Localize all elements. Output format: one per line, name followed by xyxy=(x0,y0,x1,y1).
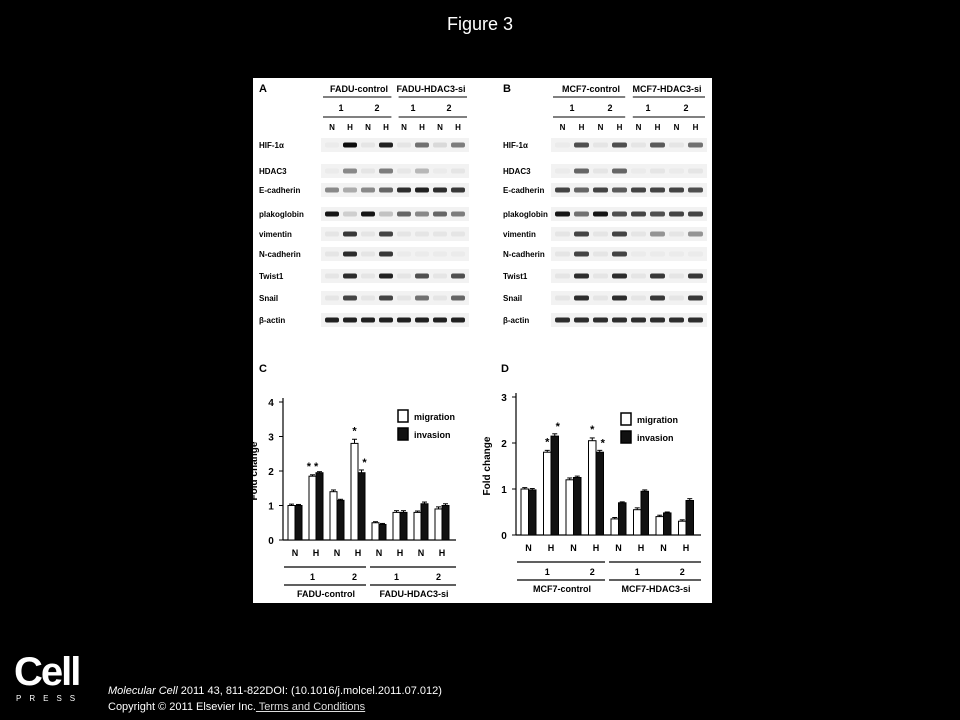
blot-a-band xyxy=(361,252,375,257)
blot-b-band xyxy=(631,296,646,301)
blot-b-lane-label: H xyxy=(578,123,585,132)
blot-a-lane-label: H xyxy=(347,123,353,132)
blot-b-band xyxy=(574,232,589,237)
blot-a-row-label: Snail xyxy=(259,294,279,303)
chart-c-x-tick-label: N xyxy=(375,548,383,558)
blot-a-band xyxy=(343,188,357,193)
blot-b-row-label: HIF-1α xyxy=(503,141,528,150)
blot-a-band xyxy=(451,169,465,174)
blot-b-band xyxy=(593,232,608,237)
figure-panel xyxy=(249,78,712,603)
chart-d-bar-migration xyxy=(611,519,619,535)
blot-b-row-label: N-cadherin xyxy=(503,250,545,259)
blot-b-band xyxy=(650,143,665,148)
chart-c-replicate-label: 1 xyxy=(393,572,400,582)
blot-b-replicate-label: 1 xyxy=(645,103,651,113)
blot-a-band xyxy=(415,212,429,217)
chart-d-legend-invasion: invasion xyxy=(637,433,674,443)
blot-a-lane-label: N xyxy=(329,123,335,132)
chart-d-bar-migration xyxy=(656,517,664,535)
blot-a-band xyxy=(397,143,411,148)
chart-c-bar-invasion xyxy=(337,500,344,540)
blot-b-group-right: MCF7-HDAC3-si xyxy=(632,84,702,94)
blot-a-band xyxy=(397,232,411,237)
chart-c-bar-migration xyxy=(393,512,400,540)
chart-d-sig-invasion: * xyxy=(600,437,605,450)
blot-a-band xyxy=(379,188,393,193)
chart-d-bar-migration xyxy=(544,452,552,535)
chart-d-panel-label: D xyxy=(501,363,509,375)
chart-d-replicate-label: 2 xyxy=(679,567,685,577)
blot-a-row-label: HIF-1α xyxy=(259,141,284,150)
chart-c-panel-label: C xyxy=(259,363,267,375)
chart-d-x-tick-label: H xyxy=(637,543,645,553)
chart-d-y-label: Fold change xyxy=(482,436,493,496)
blot-a-panel-label: A xyxy=(259,83,267,95)
chart-c-sig-invasion: * xyxy=(362,456,367,469)
blot-b-band xyxy=(688,318,703,323)
blot-a-replicate-label: 1 xyxy=(410,103,416,113)
blot-b-row-label: vimentin xyxy=(503,230,536,239)
blot-a-band xyxy=(415,143,429,148)
blot-a-band xyxy=(343,274,357,279)
chart-d-bar-migration xyxy=(634,510,642,535)
blot-b-band xyxy=(574,252,589,257)
chart-c-sig-migration: * * xyxy=(306,460,319,473)
blot-b-band xyxy=(650,252,665,257)
chart-d-replicate-label: 1 xyxy=(634,567,640,577)
terms-link[interactable]: Terms and Conditions xyxy=(255,701,366,713)
blot-b-band xyxy=(612,252,627,257)
blot-b-band xyxy=(650,232,665,237)
blot-b-band xyxy=(669,188,684,193)
blot-a-band xyxy=(361,169,375,174)
chart-d-legend-swatch-invasion xyxy=(621,431,631,443)
blot-a-lane-label: N xyxy=(365,123,371,132)
blot-a-band xyxy=(415,252,429,257)
chart-c-bar-invasion xyxy=(316,473,323,540)
blot-a-row-label: Twist1 xyxy=(259,272,284,281)
blot-a-band xyxy=(451,252,465,257)
blot-b-band xyxy=(688,232,703,237)
blot-a-band xyxy=(325,296,339,301)
blot-a-band xyxy=(325,143,339,148)
blot-b-band xyxy=(574,143,589,148)
chart-c-sig-migration: * xyxy=(352,425,357,438)
figure-svg xyxy=(249,78,712,603)
citation-details: 2011 43, 811-822DOI: (10.1016/j.molcel.2011.07.012) xyxy=(177,685,442,697)
blot-b-band xyxy=(555,143,570,148)
blot-a-lane-label: N xyxy=(401,123,407,132)
blot-b-band xyxy=(669,169,684,174)
blot-b-band xyxy=(555,252,570,257)
blot-a-lane-label: H xyxy=(383,123,389,132)
chart-d-x-tick-label: H xyxy=(592,543,600,553)
blot-a-group-left: FADU-control xyxy=(330,84,388,94)
blot-b-lane-label: H xyxy=(616,123,623,132)
chart-c-replicate-label: 2 xyxy=(435,572,442,582)
blot-a-band xyxy=(325,188,339,193)
chart-d-sig-migration: * xyxy=(590,423,595,436)
blot-a-band xyxy=(325,232,339,237)
blot-a-band xyxy=(415,296,429,301)
blot-a-row-label: plakoglobin xyxy=(259,210,304,219)
blot-a-band xyxy=(361,143,375,148)
blot-b-band xyxy=(593,169,608,174)
blot-a-band xyxy=(361,188,375,193)
blot-b-row-label: E-cadherin xyxy=(503,186,545,195)
blot-b-band xyxy=(574,318,589,323)
blot-b-band xyxy=(574,188,589,193)
chart-c-y-label: Fold change xyxy=(249,441,260,501)
blot-a-band xyxy=(361,296,375,301)
blot-b-row-label: Twist1 xyxy=(503,272,528,281)
blot-b-band xyxy=(631,188,646,193)
chart-d-x-tick-label: N xyxy=(525,543,532,553)
blot-b-band xyxy=(574,274,589,279)
blot-a-row-label: HDAC3 xyxy=(259,167,287,176)
blot-b-band xyxy=(669,143,684,148)
blot-b-band xyxy=(631,143,646,148)
blot-a-band xyxy=(397,212,411,217)
blot-b-row-label: plakoglobin xyxy=(503,210,548,219)
chart-c-bar-invasion xyxy=(442,506,449,541)
blot-a-band xyxy=(415,274,429,279)
logo-main-text: Cell xyxy=(14,650,80,694)
blot-b-band xyxy=(688,212,703,217)
blot-b-band xyxy=(669,232,684,237)
cell-press-logo xyxy=(14,650,84,708)
blot-b-band xyxy=(650,296,665,301)
chart-c-y-tick-label: 1 xyxy=(268,501,274,513)
blot-b-band xyxy=(612,169,627,174)
blot-b-band xyxy=(669,252,684,257)
blot-b-band xyxy=(688,252,703,257)
blot-b-band xyxy=(612,212,627,217)
chart-c-y-tick-label: 2 xyxy=(268,467,274,478)
blot-b-band xyxy=(574,212,589,217)
blot-a-band xyxy=(397,274,411,279)
chart-d-y-tick-label: 3 xyxy=(501,393,507,404)
chart-c-bar-migration xyxy=(372,523,379,540)
figure-title: Figure 3 xyxy=(446,14,514,34)
blot-b-band xyxy=(612,274,627,279)
chart-d-sig-invasion: * xyxy=(555,420,560,433)
chart-d-replicate-label: 1 xyxy=(544,567,550,577)
chart-c-x-tick-label: H xyxy=(438,548,446,558)
blot-b-band xyxy=(593,252,608,257)
blot-a-band xyxy=(415,188,429,193)
chart-c-bar-migration xyxy=(330,492,337,540)
chart-d-bar-invasion xyxy=(551,436,559,535)
blot-b-band xyxy=(593,296,608,301)
chart-d-bar-invasion xyxy=(641,491,649,535)
blot-b-lane-label: H xyxy=(654,123,661,132)
blot-a-band xyxy=(343,212,357,217)
blot-a-band xyxy=(451,212,465,217)
chart-d-legend-migration: migration xyxy=(637,415,679,425)
blot-b-band xyxy=(555,188,570,193)
chart-d-bar-invasion xyxy=(529,490,537,535)
blot-a-band xyxy=(325,212,339,217)
blot-a-band xyxy=(415,232,429,237)
blot-b-group-left: MCF7-control xyxy=(562,84,620,94)
blot-b-row-label: β-actin xyxy=(503,316,530,325)
blot-b-band xyxy=(669,212,684,217)
citation xyxy=(108,685,442,697)
chart-c-bar-migration xyxy=(309,476,316,540)
blot-a-band xyxy=(397,252,411,257)
chart-d-x-tick-label: N xyxy=(615,543,622,553)
blot-b-band xyxy=(688,296,703,301)
blot-b-band xyxy=(650,318,665,323)
blot-a-band xyxy=(325,169,339,174)
blot-b-band xyxy=(669,318,684,323)
blot-a-replicate-label: 1 xyxy=(338,103,344,113)
blot-a-lane-label: N xyxy=(437,123,443,132)
blot-a-band xyxy=(433,143,447,148)
blot-a-band xyxy=(397,188,411,193)
chart-c-bar-migration xyxy=(288,506,295,541)
blot-b-replicate-label: 2 xyxy=(683,103,689,113)
chart-c-x-tick-label: H xyxy=(396,548,404,558)
chart-c-x-tick-label: H xyxy=(354,548,362,558)
chart-c-x-tick-label: N xyxy=(333,548,341,558)
blot-a-band xyxy=(451,274,465,279)
blot-b-band xyxy=(593,188,608,193)
blot-b-band xyxy=(612,232,627,237)
chart-c-bar-invasion xyxy=(421,504,428,540)
blot-b-band xyxy=(612,188,627,193)
chart-c-bar-invasion xyxy=(400,512,407,540)
chart-c-bar-migration xyxy=(414,512,421,540)
blot-a-row-label: N-cadherin xyxy=(259,250,301,259)
blot-a-band xyxy=(451,296,465,301)
chart-c-bar-invasion xyxy=(295,506,302,541)
blot-a-band xyxy=(379,296,393,301)
blot-a-band xyxy=(415,318,429,323)
blot-a-band xyxy=(451,232,465,237)
chart-c-legend-swatch-invasion xyxy=(398,428,408,440)
blot-a-lane-label: H xyxy=(455,123,461,132)
chart-c-y-tick-label: 4 xyxy=(268,398,274,409)
blot-b-band xyxy=(669,296,684,301)
journal-name: Molecular Cell xyxy=(108,685,178,697)
blot-b-band xyxy=(688,169,703,174)
blot-b-band xyxy=(574,169,589,174)
blot-b-lane-label: N xyxy=(559,123,566,132)
blot-b-band xyxy=(631,169,646,174)
blot-b-band xyxy=(574,296,589,301)
blot-b-band xyxy=(688,188,703,193)
chart-d-group-label-right: MCF7-HDAC3-si xyxy=(621,584,691,594)
chart-d-bar-migration xyxy=(521,489,529,535)
chart-c-x-tick-label: N xyxy=(417,548,425,558)
blot-a-band xyxy=(379,212,393,217)
blot-a-band xyxy=(325,274,339,279)
blot-b-lane-label: N xyxy=(597,123,604,132)
chart-c-group-label-right: FADU-HDAC3-si xyxy=(379,589,449,599)
blot-b-band xyxy=(555,169,570,174)
blot-a-replicate-label: 2 xyxy=(374,103,380,113)
chart-d-bar-invasion xyxy=(596,452,604,535)
chart-d-replicate-label: 2 xyxy=(589,567,595,577)
blot-a-band xyxy=(379,252,393,257)
blot-b-band xyxy=(669,274,684,279)
blot-a-band xyxy=(325,252,339,257)
logo-sub-text: PRESS xyxy=(16,694,84,703)
blot-a-band xyxy=(433,188,447,193)
chart-d-bar-invasion xyxy=(686,501,694,536)
blot-a-band xyxy=(433,274,447,279)
chart-c-bar-migration xyxy=(351,443,358,540)
blot-a-band xyxy=(343,232,357,237)
blot-a-band xyxy=(379,169,393,174)
blot-b-row-label: HDAC3 xyxy=(503,167,531,176)
blot-b-band xyxy=(688,274,703,279)
blot-b-band xyxy=(612,296,627,301)
chart-d-bar-invasion xyxy=(664,513,672,535)
chart-c-bar-migration xyxy=(435,509,442,540)
chart-d-bar-migration xyxy=(589,441,597,535)
blot-a-band xyxy=(361,318,375,323)
chart-c-x-tick-label: H xyxy=(312,548,320,558)
chart-c-group-label-left: FADU-control xyxy=(297,589,355,599)
chart-d-y-tick-label: 2 xyxy=(501,439,507,450)
chart-d-group-label-left: MCF7-control xyxy=(533,584,591,594)
blot-a-band xyxy=(343,252,357,257)
blot-b-band xyxy=(593,274,608,279)
blot-b-band xyxy=(650,212,665,217)
chart-c-legend-swatch-migration xyxy=(398,410,408,422)
blot-a-band xyxy=(397,318,411,323)
blot-a-band xyxy=(451,188,465,193)
blot-b-band xyxy=(631,212,646,217)
blot-a-band xyxy=(433,169,447,174)
blot-b-band xyxy=(650,188,665,193)
chart-d-x-tick-label: H xyxy=(547,543,555,553)
blot-a-band xyxy=(379,232,393,237)
blot-b-band xyxy=(631,252,646,257)
blot-b-band xyxy=(555,232,570,237)
chart-d-bar-migration xyxy=(566,480,574,535)
blot-b-replicate-label: 1 xyxy=(569,103,575,113)
blot-a-band xyxy=(397,296,411,301)
blot-a-band xyxy=(361,274,375,279)
blot-b-panel-label: B xyxy=(503,83,511,95)
blot-a-row-label: β-actin xyxy=(259,316,286,325)
blot-a-row-label: vimentin xyxy=(259,230,292,239)
chart-d-bar-invasion xyxy=(574,478,582,536)
blot-b-row-label: Snail xyxy=(503,294,523,303)
blot-b-band xyxy=(555,296,570,301)
chart-d-legend-swatch-migration xyxy=(621,413,631,425)
chart-d-y-tick-label: 0 xyxy=(501,531,507,542)
chart-d-x-tick-label: N xyxy=(660,543,667,553)
blot-a-row-label: E-cadherin xyxy=(259,186,301,195)
blot-a-band xyxy=(343,169,357,174)
copyright-text: Copyright © 2011 Elsevier Inc. xyxy=(108,701,256,713)
blot-b-lane-label: N xyxy=(635,123,642,132)
blot-b-band xyxy=(555,318,570,323)
blot-b-band xyxy=(593,318,608,323)
blot-a-band xyxy=(451,318,465,323)
chart-d-bar-invasion xyxy=(619,503,627,535)
blot-b-band xyxy=(631,274,646,279)
blot-a-band xyxy=(433,232,447,237)
chart-c-legend-migration: migration xyxy=(414,412,456,422)
blot-a-band xyxy=(451,143,465,148)
blot-b-band xyxy=(650,169,665,174)
chart-c-y-tick-label: 0 xyxy=(268,536,274,547)
blot-b-replicate-label: 2 xyxy=(607,103,613,113)
blot-a-band xyxy=(379,143,393,148)
chart-c-bar-invasion xyxy=(379,524,386,540)
blot-a-replicate-label: 2 xyxy=(446,103,452,113)
blot-a-band xyxy=(379,318,393,323)
chart-d-y-tick-label: 1 xyxy=(501,485,507,496)
chart-c-y-tick-label: 3 xyxy=(268,432,274,444)
blot-b-band xyxy=(631,318,646,323)
chart-d-x-tick-label: N xyxy=(570,543,577,553)
chart-d-bar-migration xyxy=(679,521,687,535)
blot-b-band xyxy=(555,274,570,279)
blot-a-band xyxy=(361,212,375,217)
blot-a-band xyxy=(379,274,393,279)
blot-a-band xyxy=(325,318,339,323)
blot-b-band xyxy=(555,212,570,217)
blot-b-band xyxy=(612,143,627,148)
chart-c-bar-invasion xyxy=(358,473,365,540)
blot-b-band xyxy=(650,274,665,279)
blot-a-band xyxy=(343,318,357,323)
blot-a-band xyxy=(397,169,411,174)
blot-a-group-right: FADU-HDAC3-si xyxy=(396,84,466,94)
blot-b-band xyxy=(593,143,608,148)
blot-b-band xyxy=(612,318,627,323)
blot-a-band xyxy=(415,169,429,174)
blot-a-band xyxy=(343,143,357,148)
chart-d-sig-migration: * xyxy=(545,436,550,449)
chart-d-x-tick-label: H xyxy=(682,543,690,553)
chart-c-replicate-label: 1 xyxy=(309,572,316,582)
chart-c-replicate-label: 2 xyxy=(351,572,358,582)
chart-c-legend-invasion: invasion xyxy=(414,430,451,440)
chart-c-x-tick-label: N xyxy=(291,548,299,558)
blot-a-lane-label: H xyxy=(419,123,425,132)
copyright xyxy=(108,701,365,713)
blot-a-band xyxy=(433,318,447,323)
blot-a-band xyxy=(433,252,447,257)
blot-b-band xyxy=(631,232,646,237)
blot-b-band xyxy=(688,143,703,148)
blot-a-band xyxy=(361,232,375,237)
blot-b-band xyxy=(593,212,608,217)
blot-b-lane-label: N xyxy=(673,123,680,132)
blot-b-lane-label: H xyxy=(692,123,699,132)
blot-a-band xyxy=(343,296,357,301)
blot-a-band xyxy=(433,296,447,301)
blot-a-band xyxy=(433,212,447,217)
